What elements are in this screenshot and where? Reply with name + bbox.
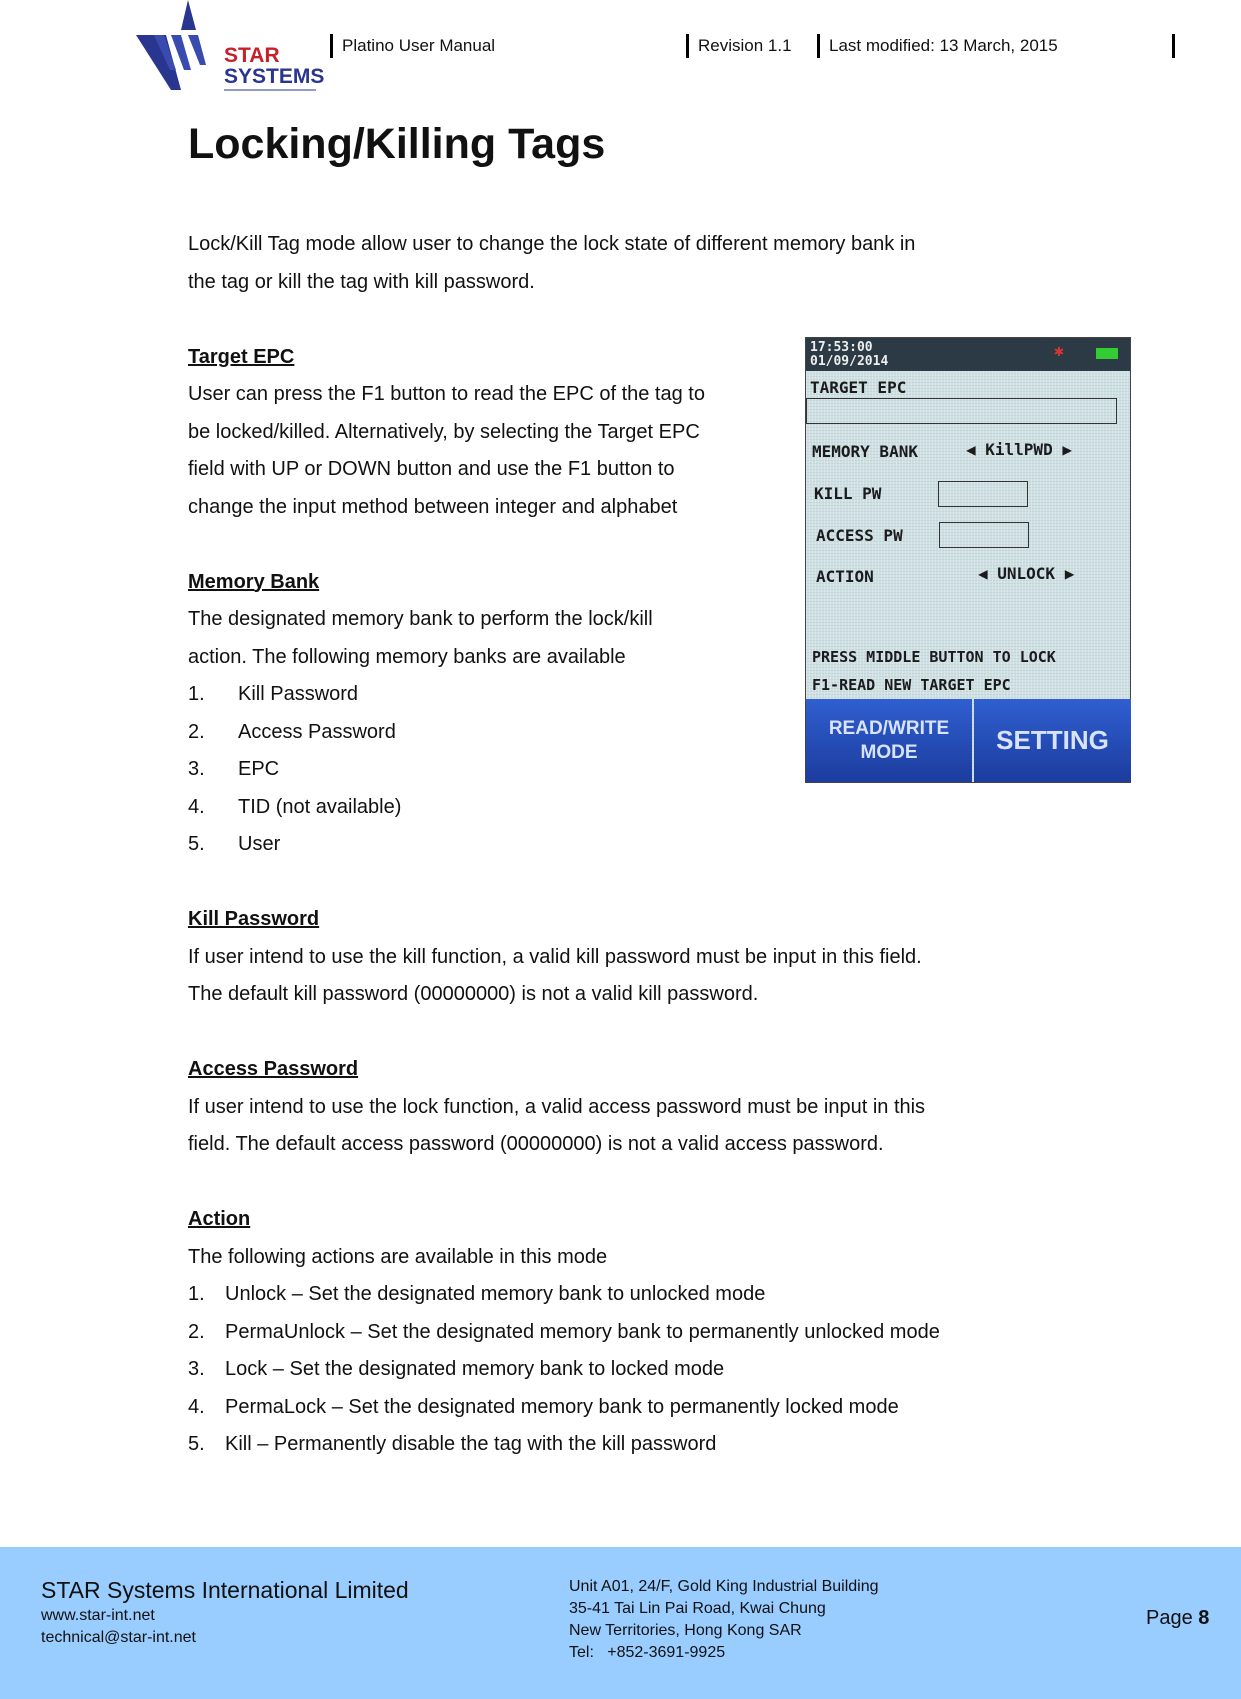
device-access-pw-label: ACCESS PW	[816, 526, 903, 545]
text-line: field. The default access password (00000000) is not a valid access password.	[188, 1133, 884, 1155]
list-item: 3. EPC	[188, 758, 280, 780]
intro-line: the tag or kill the tag with kill password.	[188, 270, 535, 293]
device-date: 01/09/2014	[810, 354, 889, 369]
footer-email: technical@star-int.net	[41, 1629, 196, 1646]
list-item: 4. PermaLock – Set the designated memory bank to permanently locked mode	[188, 1395, 899, 1418]
list-item: 2. Access Password	[188, 720, 396, 743]
header-divider	[1172, 34, 1175, 58]
device-time: 17:53:00	[810, 340, 873, 355]
section-heading-target-epc: Target EPC	[188, 345, 295, 368]
svg-text:SYSTEMS: SYSTEMS	[224, 65, 325, 88]
footer-website: www.star-int.net	[41, 1607, 155, 1624]
list-item: 3. Lock – Set the designated memory bank to locked mode	[188, 1358, 725, 1380]
section-heading-action: Action	[188, 1208, 251, 1230]
list-item: 5. User	[188, 833, 281, 855]
star-systems-logo	[136, 0, 326, 95]
device-access-pw-field	[939, 522, 1029, 548]
footer-company: STAR Systems International Limited	[41, 1577, 409, 1603]
device-target-epc-field	[806, 398, 1117, 424]
device-action-value: ◀ UNLOCK ▶	[978, 564, 1075, 583]
text-line: If user intend to use the lock function, a valid access password must be input in this	[188, 1095, 926, 1118]
list-item: 2. PermaUnlock – Set the designated memory bank to permanently unlocked mode	[188, 1320, 940, 1343]
page-footer	[0, 1547, 1241, 1699]
page-title: Locking/Killing Tags	[188, 120, 606, 168]
page-number: Page 8	[1146, 1607, 1210, 1629]
text-line: If user intend to use the kill function, a valid kill password must be input in this field.	[188, 945, 922, 968]
text-line: The default kill password (00000000) is not a valid kill password.	[188, 983, 759, 1005]
device-read-write-mode-button: READ/WRITE MODE	[806, 699, 972, 782]
device-kill-pw-field	[938, 481, 1028, 507]
device-memory-bank-label: MEMORY BANK	[812, 442, 918, 461]
footer-phone: Tel: +852-3691-9925	[569, 1644, 726, 1661]
battery-icon	[1096, 348, 1118, 359]
text-line: The following actions are available in this mode	[188, 1245, 608, 1268]
footer-address-line: Unit A01, 24/F, Gold King Industrial Building	[569, 1578, 879, 1595]
list-item: 5. Kill – Permanently disable the tag with the kill password	[188, 1433, 717, 1455]
text-line: action. The following memory banks are available	[188, 645, 626, 668]
device-target-epc-label: TARGET EPC	[810, 378, 907, 397]
text-line: User can press the F1 button to read the EPC of the tag to	[188, 383, 705, 405]
device-status-bar	[806, 338, 1130, 371]
text-line: field with UP or DOWN button and use the F1 button to	[188, 458, 675, 480]
list-item: 4. TID (not available)	[188, 795, 402, 818]
section-heading-access-password: Access Password	[188, 1058, 359, 1080]
device-kill-pw-label: KILL PW	[814, 484, 882, 503]
footer-address-line: New Territories, Hong Kong SAR	[569, 1622, 802, 1639]
device-action-label: ACTION	[816, 567, 874, 586]
text-line: be locked/killed. Alternatively, by selecting the Target EPC	[188, 420, 700, 443]
list-item: 1. Unlock – Set the designated memory bank to unlocked mode	[188, 1283, 766, 1305]
header-last-modified: Last modified: 13 March, 2015	[817, 34, 1058, 58]
list-item: 1. Kill Password	[188, 683, 359, 705]
bluetooth-icon: ✱	[1054, 341, 1064, 360]
intro-line: Lock/Kill Tag mode allow user to change the lock state of different memory bank in	[188, 233, 916, 255]
text-line: The designated memory bank to perform the lock/kill	[188, 608, 653, 630]
text-line: change the input method between integer and alphabet	[188, 495, 678, 518]
device-hint: F1-READ NEW TARGET EPC	[812, 676, 1011, 694]
footer-address-line: 35-41 Tai Lin Pai Road, Kwai Chung	[569, 1600, 826, 1617]
svg-text:STAR: STAR	[224, 44, 280, 67]
header-manual-title: Platino User Manual	[330, 34, 495, 58]
device-memory-bank-value: ◀ KillPWD ▶	[966, 440, 1072, 459]
section-heading-kill-password: Kill Password	[188, 908, 320, 930]
section-heading-memory-bank: Memory Bank	[188, 570, 320, 593]
device-hint: PRESS MIDDLE BUTTON TO LOCK	[812, 648, 1056, 666]
device-screenshot	[805, 337, 1131, 783]
header-revision: Revision 1.1	[686, 34, 792, 58]
device-setting-button: SETTING	[974, 699, 1131, 782]
